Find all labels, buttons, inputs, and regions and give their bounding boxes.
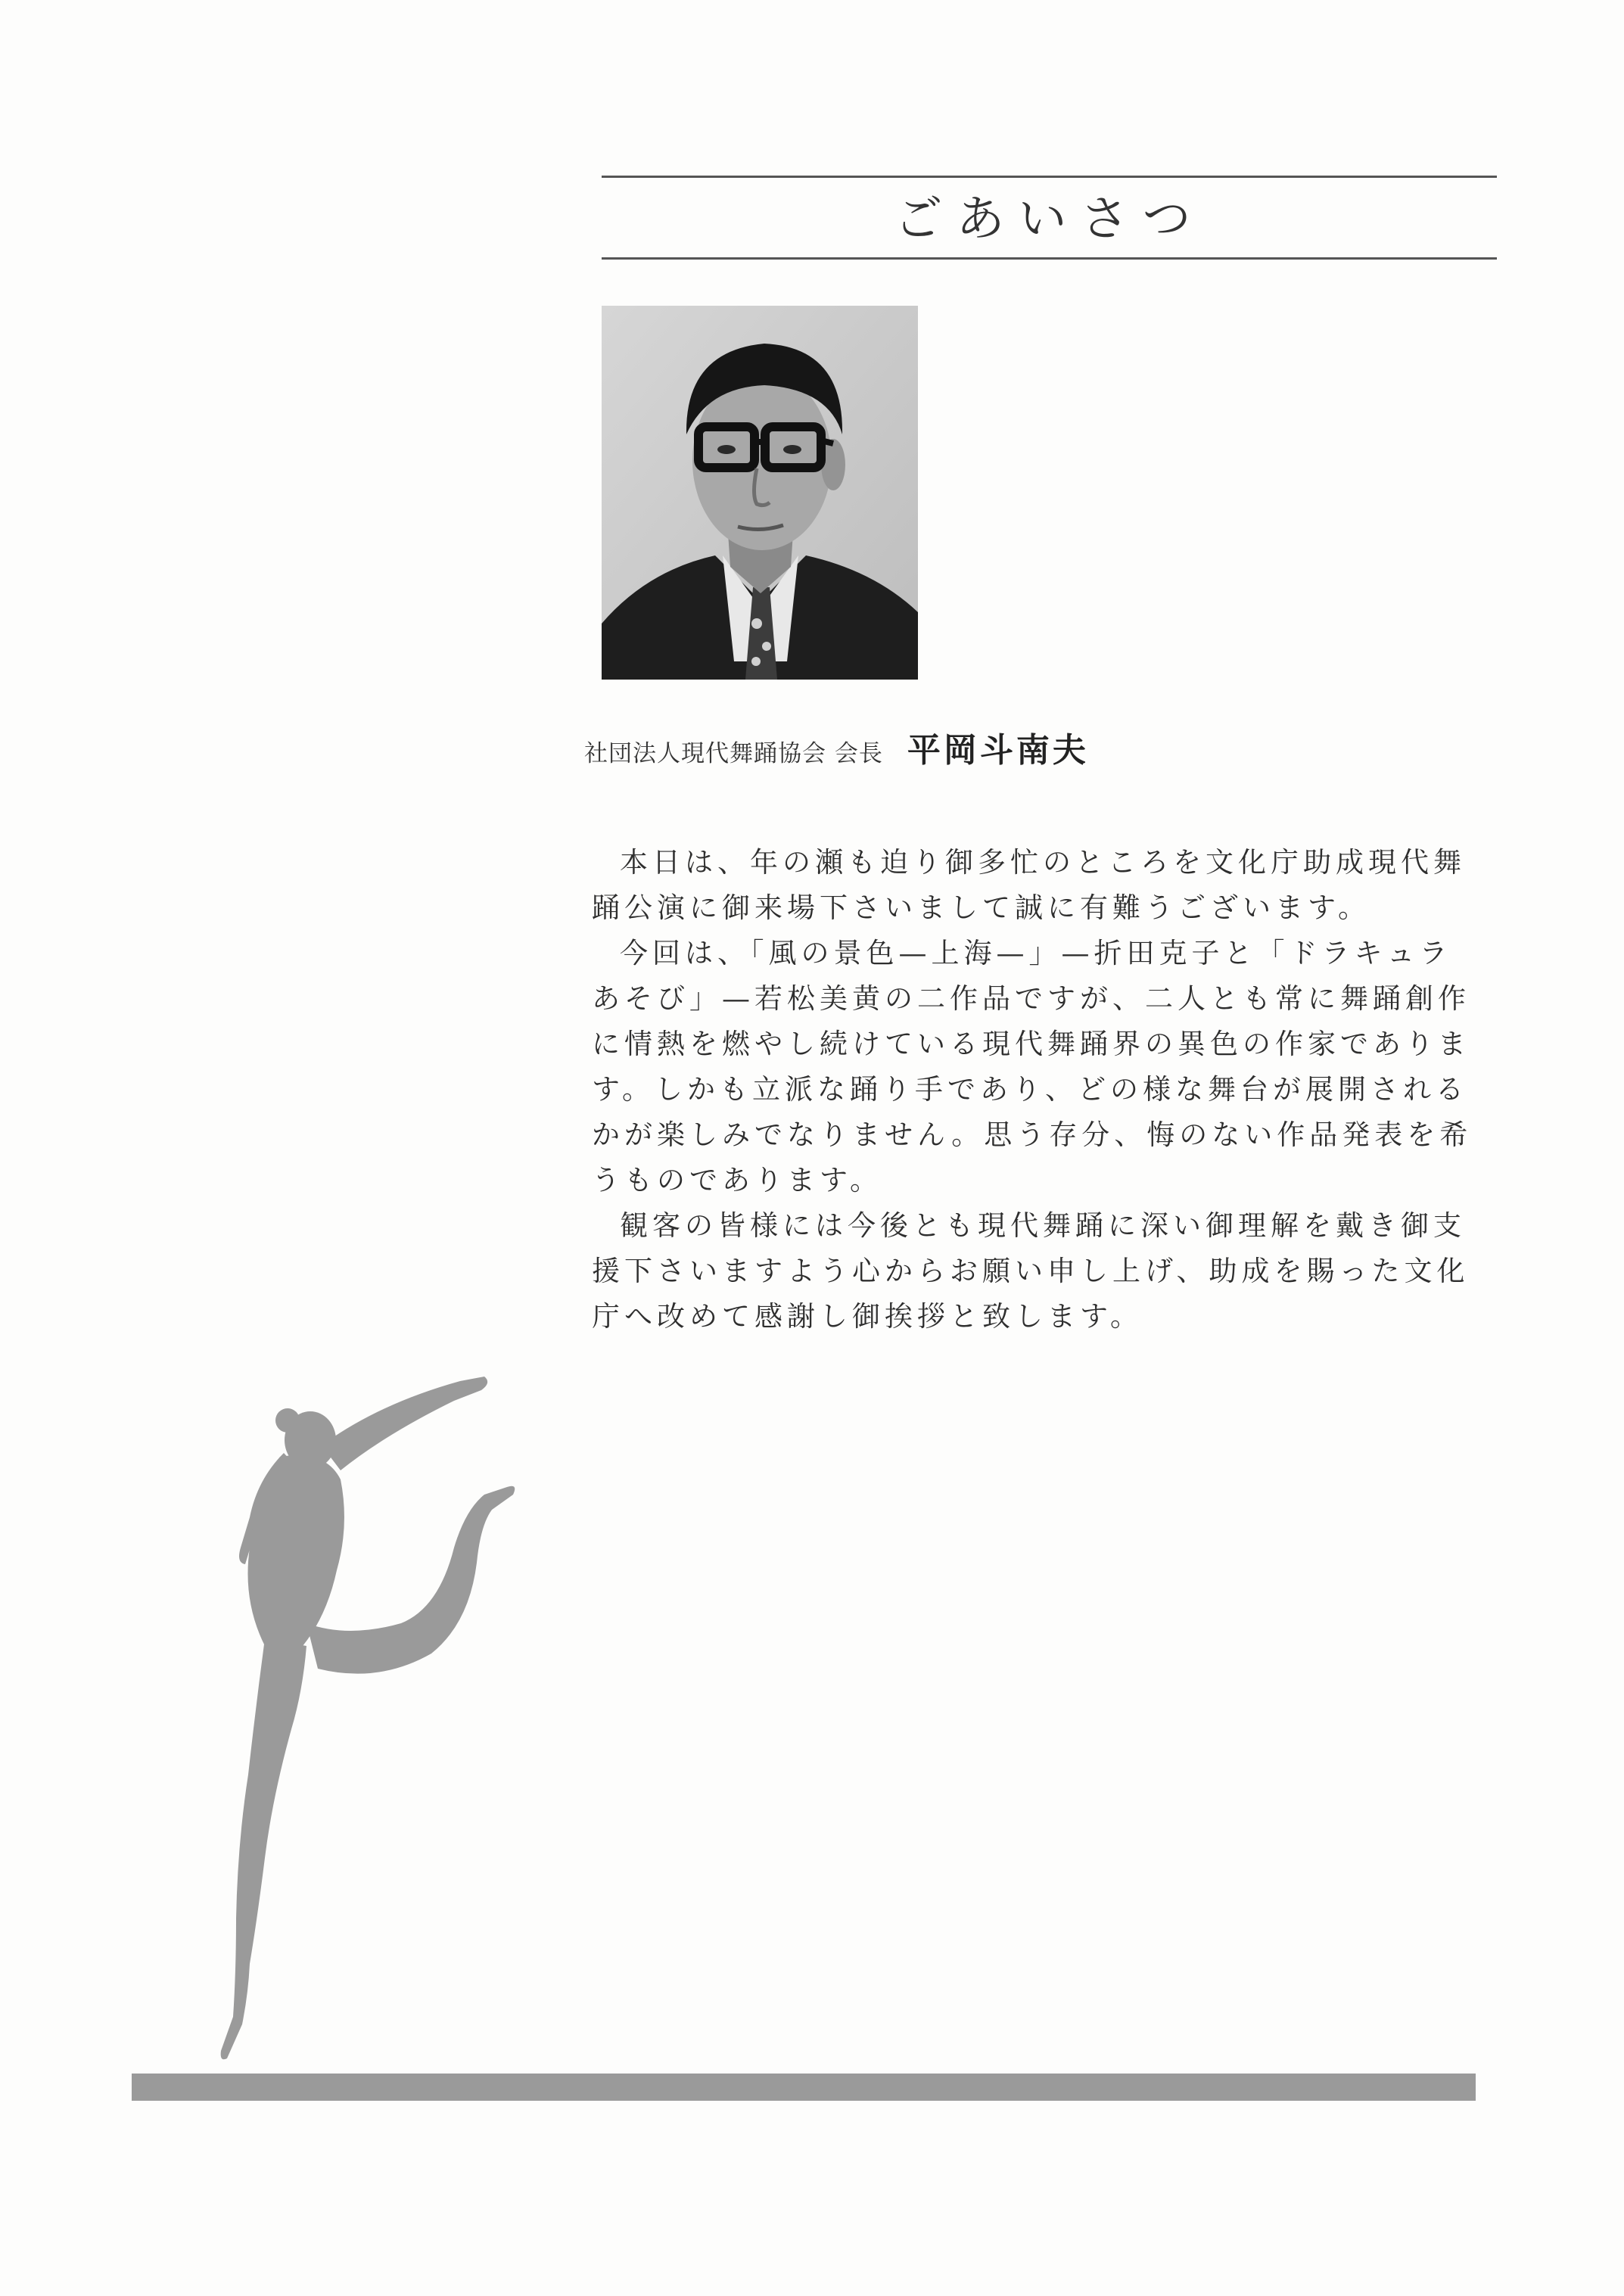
message-paragraph: 観客の皆様には今後とも現代舞踊に深い御理解を戴き御支援下さいますよう心からお願い申し上げ、助成を賜った文化庁へ改めて感謝し御挨拶と致します。 xyxy=(592,1209,1470,1333)
author-name: 平岡斗南夫 xyxy=(907,731,1089,770)
message-paragraph: 今回は、「風の景色—上海—」—折田克子と「ドラキュラあそび」—若松美黄の二作品ですが、二人とも常に舞踊創作に情熱を燃やし続けている現代舞踊界の異色の作家であります。しかも立派な踊り手であり、どの様な舞台が展開されるかが楽しみでなりません。思う存分、悔のない作品発表を希うものであります。 xyxy=(592,937,1473,1196)
author-organization: 社団法人現代舞踊協会 会長 xyxy=(584,740,883,767)
message-paragraph: 本日は、年の瀬も迫り御多忙のところを文化庁助成現代舞踊公演に御来場下さいまして誠に有難うございます。 xyxy=(592,846,1466,924)
portrait-icon xyxy=(602,306,918,680)
author-byline xyxy=(584,728,1089,773)
greeting-message xyxy=(592,840,1477,1339)
page-title: ごあいさつ xyxy=(894,191,1205,247)
title-rule-bottom xyxy=(602,257,1497,260)
title-rule-top xyxy=(602,176,1497,178)
portrait-photo xyxy=(602,306,918,680)
dancer-silhouette-icon xyxy=(151,1374,537,2062)
floor-bar xyxy=(132,2074,1476,2101)
